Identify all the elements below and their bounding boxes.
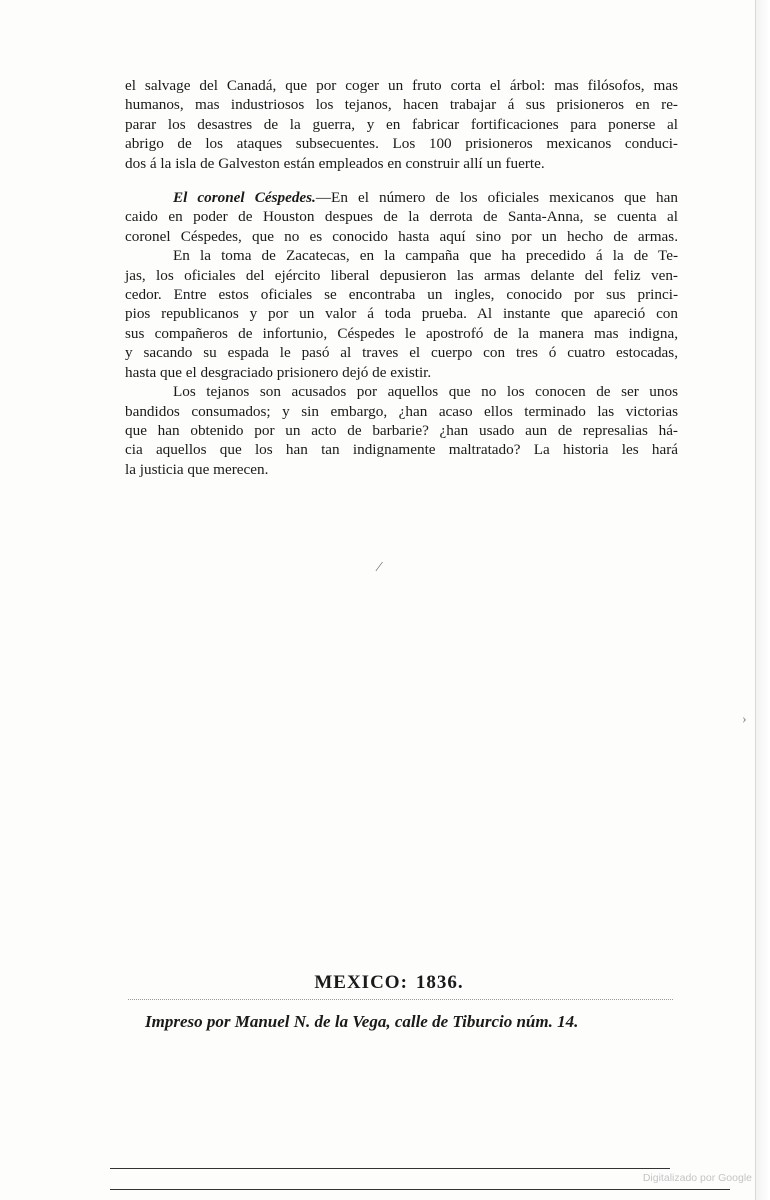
text-line: parar los desastres de la guerra, y en fabricar fortificaciones para ponerse al bbox=[125, 115, 678, 133]
ink-speck: ⁄ bbox=[378, 560, 381, 575]
paragraph-3 bbox=[125, 246, 678, 382]
paragraph-4 bbox=[125, 382, 678, 479]
text-line: humanos, mas industriosos los tejanos, hacen trabajar á sus prisioneros en re- bbox=[125, 96, 678, 114]
text-line: que han obtenido por un acto de barbarie? ¿han usado aun de represalias há- bbox=[125, 421, 678, 439]
text-line: la justicia que merecen. bbox=[125, 460, 269, 478]
body-text bbox=[125, 76, 678, 479]
text-line: cia aquellos que los han tan indignamente maltratado? La historia les hará bbox=[125, 441, 678, 459]
text-line: pios republicanos y por un valor á toda prueba. Al instante que apareció con bbox=[125, 305, 678, 323]
heading-continuation: —En el número de los oficiales mexicanos que han bbox=[315, 189, 678, 207]
text-line: hasta que el desgraciado prisionero dejó de existir. bbox=[125, 363, 432, 381]
paragraph-2 bbox=[125, 188, 678, 246]
text-line: jas, los oficiales del ejército liberal depusieron las armas delante del feliz ven- bbox=[125, 266, 678, 284]
imprint-city: MEXICO: bbox=[314, 972, 408, 993]
rule-line bbox=[110, 1168, 670, 1169]
text-line: sus compañeros de infortunio, Céspedes le apostrofó de la manera mas indigna, bbox=[125, 324, 678, 342]
text-line: caido en poder de Houston despues de la derrota de Santa-Anna, se cuenta al bbox=[125, 208, 678, 226]
text-line: bandidos consumados; y sin embargo, ¿han acaso ellos terminado las victorias bbox=[125, 402, 678, 420]
ink-speck: › bbox=[742, 712, 747, 727]
paragraph-1 bbox=[125, 76, 678, 173]
text-line: cedor. Entre estos oficiales se encontraba un ingles, conocido por sus princi- bbox=[125, 286, 678, 304]
text-line: coronel Céspedes, que no es conocido hasta aquí sino por un hecho de armas. bbox=[125, 227, 678, 245]
text-line: abrigo de los ataques subsecuentes. Los 100 prisioneros mexicanos conduci- bbox=[125, 135, 678, 153]
text-line bbox=[125, 188, 678, 207]
imprint-rule bbox=[128, 999, 673, 1000]
imprint-printer: Impreso por Manuel N. de la Vega, calle de Tiburcio núm. 14. bbox=[145, 1012, 579, 1031]
text-line: el salvage del Canadá, que por coger un fruto corta el árbol: mas filósofos, mas bbox=[125, 77, 678, 94]
imprint-place-date bbox=[0, 972, 770, 994]
digitization-watermark: Digitalizado por Google bbox=[642, 1172, 752, 1184]
rule-line bbox=[110, 1189, 730, 1190]
text-line: y sacando su espada le pasó al traves el cuerpo con tres ó cuatro estocadas, bbox=[125, 344, 678, 362]
page-edge bbox=[755, 0, 770, 1200]
section-heading: El coronel Céspedes. bbox=[173, 189, 316, 207]
text-line: dos á la isla de Galveston están empleados en construir allí un fuerte. bbox=[125, 154, 545, 172]
text-line: En la toma de Zacatecas, en la campaña que ha precedido á la de Te- bbox=[173, 247, 678, 265]
text-line: Los tejanos son acusados por aquellos que no los conocen de ser unos bbox=[173, 383, 678, 401]
imprint-year: 1836. bbox=[415, 972, 464, 993]
